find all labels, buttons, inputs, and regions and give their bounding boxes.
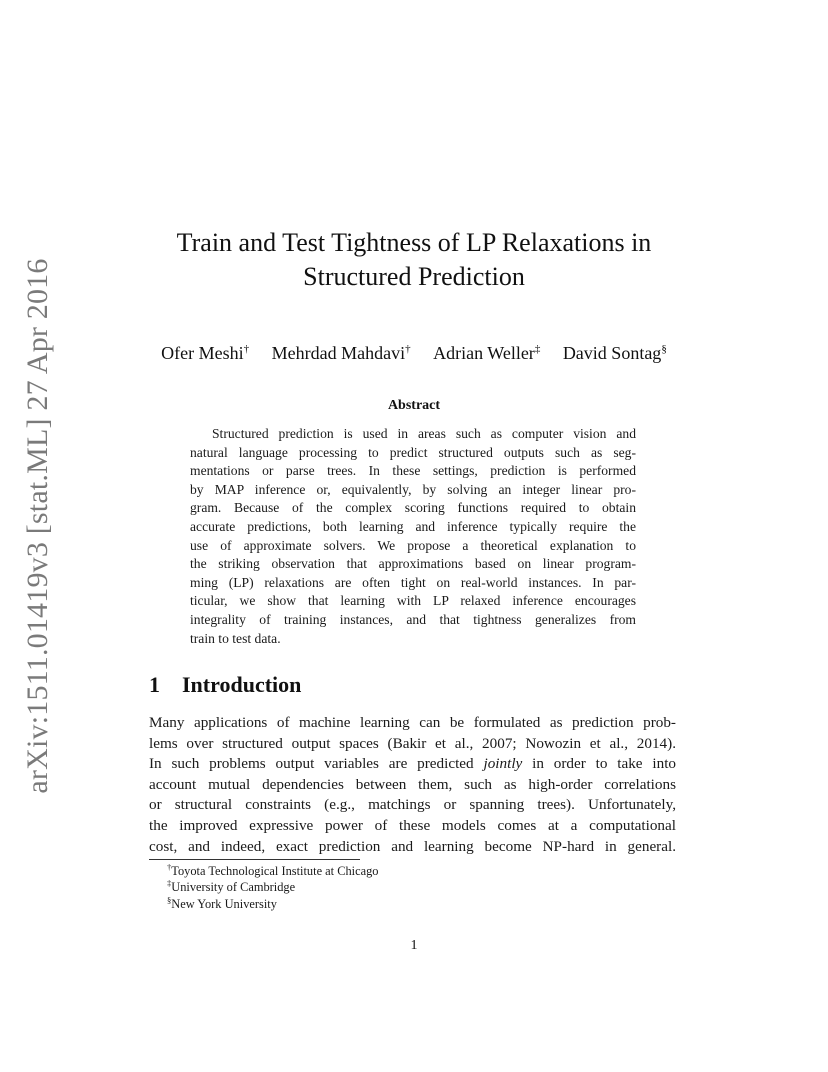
arxiv-identifier-stamp: arXiv:1511.01419v3 [stat.ML] 27 Apr 2016 (21, 258, 54, 794)
author-name: David Sontag (562, 343, 662, 363)
author-mahdavi (272, 343, 411, 364)
footnotes (167, 863, 379, 912)
abstract-line: mentations or parse trees. In these settings, prediction is performed (190, 463, 636, 479)
affiliation-mark: ‡ (534, 343, 541, 355)
abstract-line: ticular, we show that learning with LP relaxed inference encourages (190, 593, 636, 609)
introduction-paragraph (149, 713, 676, 857)
abstract-line: gram. Because of the complex scoring functions required to obtain (190, 500, 636, 516)
intro-line: the improved expressive power of these models comes at a computational (149, 816, 676, 834)
abstract-line: Structured prediction is used in areas such as computer vision and (212, 426, 636, 441)
footnote-divider (149, 859, 360, 860)
abstract-line: natural language processing to predict structured outputs such as seg- (190, 444, 636, 460)
abstract-line: train to test data. (190, 630, 281, 646)
author-name: Mehrdad Mahdavi (271, 343, 406, 363)
intro-line: Many applications of machine learning can be formulated as prediction prob- (149, 714, 676, 731)
footnote-text: University of Cambridge (171, 880, 296, 895)
affiliation-mark: † (405, 343, 411, 355)
abstract-line: the striking observation that approximations based on linear program- (190, 556, 636, 572)
title-line-2: Structured Prediction (303, 262, 525, 291)
abstract-line: by MAP inference or, equivalently, by solving an integer linear pro- (190, 481, 636, 497)
section-number: 1 (149, 672, 160, 697)
author-name: Ofer Meshi (161, 343, 244, 363)
affiliation-mark: § (661, 343, 667, 355)
footnote-mark: ‡ (167, 878, 172, 889)
author-weller (433, 343, 540, 364)
abstract-heading: Abstract (387, 398, 441, 413)
footnote-mark: § (167, 894, 172, 905)
section-heading-introduction (149, 672, 301, 698)
intro-line: lems over structured output spaces (Bakir et al., 2007; Nowozin et al., 2014). (149, 734, 676, 752)
author-meshi (161, 343, 249, 364)
paper-title (100, 226, 728, 294)
intro-text: In such problems output variables are predicted (149, 755, 484, 773)
footnote-mark: † (167, 861, 172, 872)
affiliation-mark: † (243, 343, 250, 355)
abstract-line: accurate predictions, both learning and inference typically require the (190, 518, 636, 534)
section-title: Introduction (182, 672, 302, 697)
intro-line: cost, and indeed, exact prediction and learning become NP-hard in general. (149, 837, 676, 855)
abstract-line: ming (LP) relaxations are often tight on real-world instances. In par- (190, 574, 636, 590)
author-sontag (563, 343, 667, 364)
intro-line: or structural constraints (e.g., matchings or spanning trees). Unfortunately, (149, 796, 676, 814)
footnote-ttic (167, 863, 379, 879)
footnote-text: Toyota Technological Institute at Chicago (171, 864, 379, 878)
footnote-cambridge (167, 879, 379, 895)
intro-text: in order to take into (522, 755, 677, 773)
abstract-line: integrality of training instances, and that tightness generalizes from (190, 611, 636, 627)
intro-line (149, 754, 676, 775)
footnote-nyu (167, 896, 379, 912)
footnote-text: New York University (171, 896, 277, 911)
abstract-text (190, 425, 636, 648)
author-list (100, 343, 728, 364)
page-number: 1 (410, 938, 418, 953)
title-line-1: Train and Test Tightness of LP Relaxations in (176, 228, 652, 257)
emphasis-jointly: jointly (483, 755, 523, 773)
abstract-line: use of approximate solvers. We propose a theoretical explanation to (190, 537, 636, 553)
intro-line: account mutual dependencies between them, such as high-order correlations (149, 775, 676, 793)
author-name: Adrian Weller (433, 343, 535, 363)
